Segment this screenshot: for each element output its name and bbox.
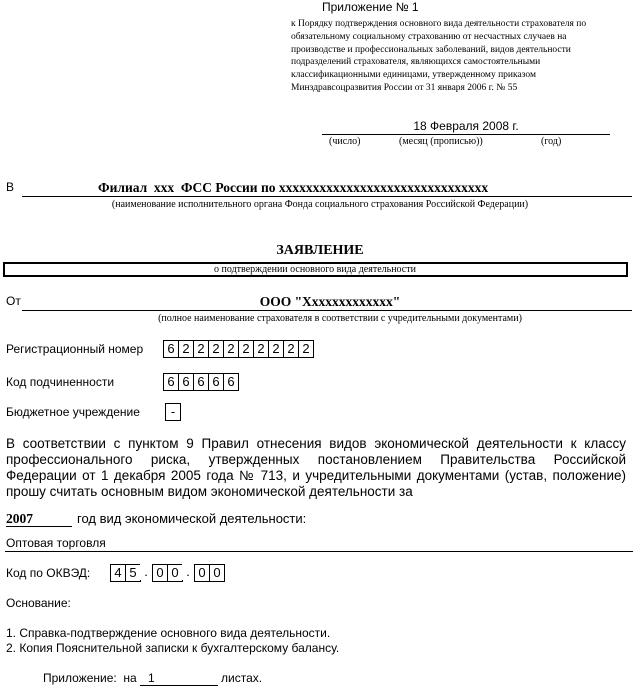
okved-digit[interactable]: 0 — [167, 564, 183, 582]
registration-digit[interactable]: 2 — [178, 340, 194, 358]
recipient-prefix: В — [6, 180, 15, 194]
date-month-caption: (месяц (прописью)) — [399, 136, 483, 147]
registration-cells — [163, 340, 313, 358]
okved-digit[interactable]: 0 — [152, 564, 168, 582]
appendix-line: к Порядку подтверждения основного вида деятельности страхователя по — [291, 19, 587, 29]
basis-item: 1. Справка-подтверждение основного вида деятельности. — [6, 626, 331, 640]
applicant-prefix: От — [6, 294, 21, 308]
year-suffix: год вид экономической деятельности: — [77, 511, 307, 526]
okved-digit[interactable]: 5 — [125, 564, 141, 582]
basis-item: 2. Копия Пояснительной записки к бухгалтерскому балансу. — [6, 641, 340, 655]
okved-digit[interactable]: 0 — [209, 564, 225, 582]
registration-digit[interactable]: 2 — [253, 340, 269, 358]
subordination-label: Код подчиненности — [6, 375, 115, 389]
appendix-line: классификационными единицами, утвержденному приказом — [291, 70, 536, 81]
subordination-cells — [163, 373, 238, 391]
appendix-text — [291, 18, 631, 95]
subordination-digit[interactable]: 6 — [193, 373, 209, 391]
activity-value: Оптовая торговля — [6, 536, 106, 550]
registration-digit[interactable]: 2 — [298, 340, 314, 358]
date-year-caption: (год) — [541, 136, 562, 147]
registration-label: Регистрационный номер — [6, 342, 144, 356]
date-value: 18 Февраля 2008 г. — [413, 119, 519, 133]
applicant-caption: (полное наименование страхователя в соответствии с учредительными документами) — [158, 313, 522, 324]
applicant-underline — [22, 310, 632, 311]
subordination-digit[interactable]: 6 — [163, 373, 179, 391]
registration-digit[interactable]: 2 — [268, 340, 284, 358]
okved-cells — [110, 564, 224, 582]
registration-digit[interactable]: 2 — [223, 340, 239, 358]
date-underline — [322, 134, 610, 135]
registration-digit[interactable]: 6 — [163, 340, 179, 358]
applicant-value: ООО "Xxxxxxxxxxxxx" — [259, 294, 401, 309]
document-title: ЗАЯВЛЕНИЕ — [276, 243, 364, 258]
document-subtitle: о подтверждении основного вида деятельности — [214, 264, 416, 275]
subordination-digit[interactable]: 6 — [178, 373, 194, 391]
statement-text: В соответствии с пунктом 9 Правил отнесения видов экономической деятельности к классу профессионального риска, утвержденных постановлением Правительства Российской Федерации от 1 декабря 2005 года № 713, и учредительными документами (устав, положение) прошу считать основным видом экономической деятельности за — [6, 436, 626, 499]
okved-label: Код по ОКВЭД: — [6, 566, 91, 580]
budget-label: Бюджетное учреждение — [6, 405, 140, 419]
date-day-caption: (число) — [329, 136, 361, 147]
subordination-digit[interactable]: 6 — [208, 373, 224, 391]
registration-digit[interactable]: 2 — [238, 340, 254, 358]
appendix-line: производстве и профессиональных заболеваний, видов деятельности — [291, 44, 571, 55]
okved-digit[interactable]: . — [182, 564, 194, 580]
attachment-count: 1 — [140, 671, 218, 686]
appendix-line: Минздравсоцразвития России от 31 января 2006 г. № 55 — [291, 82, 518, 93]
attachment-prefix: Приложение: на — [43, 671, 137, 685]
okved-digit[interactable]: 4 — [110, 564, 126, 582]
recipient-caption: (наименование исполнительного органа Фонда социального страхования Российской Федерации) — [111, 199, 529, 210]
registration-digit[interactable]: 2 — [208, 340, 224, 358]
basis-label: Основание: — [6, 596, 71, 610]
recipient-value: Филиал xxx ФСС России по xxxxxxxxxxxxxxxxxxxxxxxxxxxxxxx — [98, 180, 489, 195]
appendix-title: Приложение № 1 — [322, 0, 419, 14]
subordination-digit[interactable]: 6 — [223, 373, 239, 391]
registration-digit[interactable]: 2 — [283, 340, 299, 358]
activity-underline — [5, 551, 633, 552]
okved-digit[interactable]: 0 — [194, 564, 210, 582]
registration-digit[interactable]: 2 — [193, 340, 209, 358]
attachment-suffix: листах. — [221, 671, 263, 685]
budget-cells — [165, 403, 180, 421]
okved-digit[interactable]: . — [140, 564, 152, 580]
recipient-underline — [22, 196, 632, 197]
report-year: 2007 — [6, 511, 72, 527]
appendix-line: подразделений страхователя, являющихся самостоятельными — [291, 57, 541, 68]
appendix-line: обязательному социальному страхованию от несчастных случаев на — [291, 31, 567, 42]
budget-value[interactable]: - — [165, 403, 181, 421]
